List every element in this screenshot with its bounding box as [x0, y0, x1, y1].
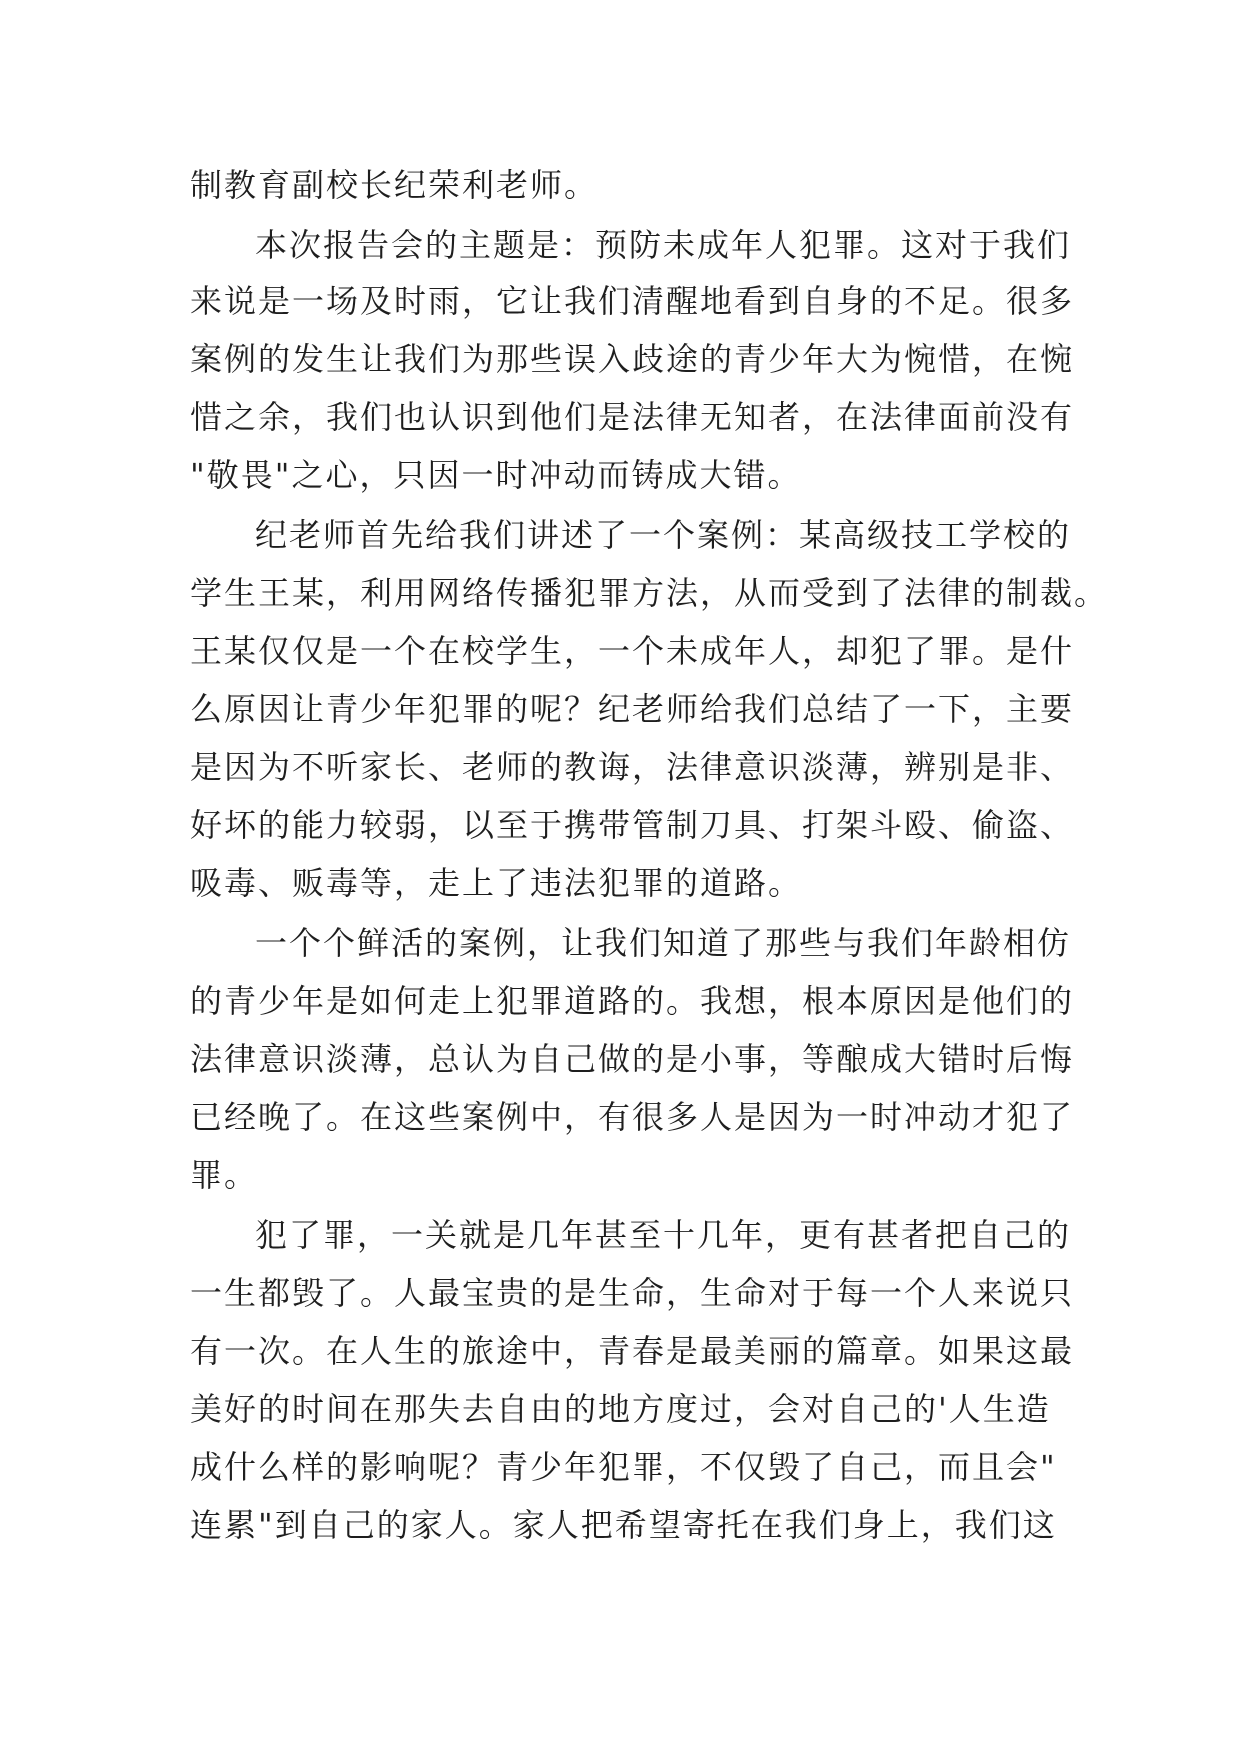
text-line: 是因为不听家长、老师的教诲，法律意识淡薄，辨别是非、	[190, 748, 1075, 786]
text-line: 成什么样的影响呢？青少年犯罪，不仅毁了自己，而且会"	[190, 1448, 1057, 1486]
text-line: 王某仅仅是一个在校学生，一个未成年人，却犯了罪。是什	[190, 632, 1075, 670]
text-line: 一生都毁了。人最宝贵的是生命，生命对于每一个人来说只	[190, 1274, 1075, 1312]
text-line: 来说是一场及时雨，它让我们清醒地看到自身的不足。很多	[190, 282, 1075, 320]
text-line: 犯了罪，一关就是几年甚至十几年，更有甚者把自己的	[255, 1216, 1072, 1254]
text-line: 本次报告会的主题是：预防未成年人犯罪。这对于我们	[255, 226, 1072, 264]
text-line: 好坏的能力较弱，以至于携带管制刀具、打架斗殴、偷盗、	[190, 806, 1075, 844]
text-line: 吸毒、贩毒等，走上了违法犯罪的道路。	[190, 864, 803, 902]
text-line: 已经晚了。在这些案例中，有很多人是因为一时冲动才犯了	[190, 1098, 1075, 1136]
text-line: "敬畏"之心，只因一时冲动而铸成大错。	[190, 456, 802, 494]
text-line: 案例的发生让我们为那些误入歧途的青少年大为惋惜，在惋	[190, 340, 1075, 378]
text-line: 的青少年是如何走上犯罪道路的。我想，根本原因是他们的	[190, 982, 1075, 1020]
text-line: 美好的时间在那失去自由的地方度过，会对自己的'人生造	[190, 1390, 1051, 1428]
text-line: 一个个鲜活的案例，让我们知道了那些与我们年龄相仿	[255, 924, 1072, 962]
text-line: 制教育副校长纪荣利老师。	[190, 166, 599, 204]
text-line: 学生王某，利用网络传播犯罪方法，从而受到了法律的制裁。	[190, 574, 1109, 612]
text-line: 纪老师首先给我们讲述了一个案例：某高级技工学校的	[255, 516, 1072, 554]
text-line: 惜之余，我们也认识到他们是法律无知者，在法律面前没有	[190, 398, 1075, 436]
text-line: 有一次。在人生的旅途中，青春是最美丽的篇章。如果这最	[190, 1332, 1075, 1370]
text-line: 罪。	[190, 1156, 259, 1194]
text-line: 法律意识淡薄，总认为自己做的是小事，等酿成大错时后悔	[190, 1040, 1075, 1078]
text-line: 连累"到自己的家人。家人把希望寄托在我们身上，我们这	[190, 1506, 1057, 1544]
text-line: 么原因让青少年犯罪的呢？纪老师给我们总结了一下，主要	[190, 690, 1075, 728]
